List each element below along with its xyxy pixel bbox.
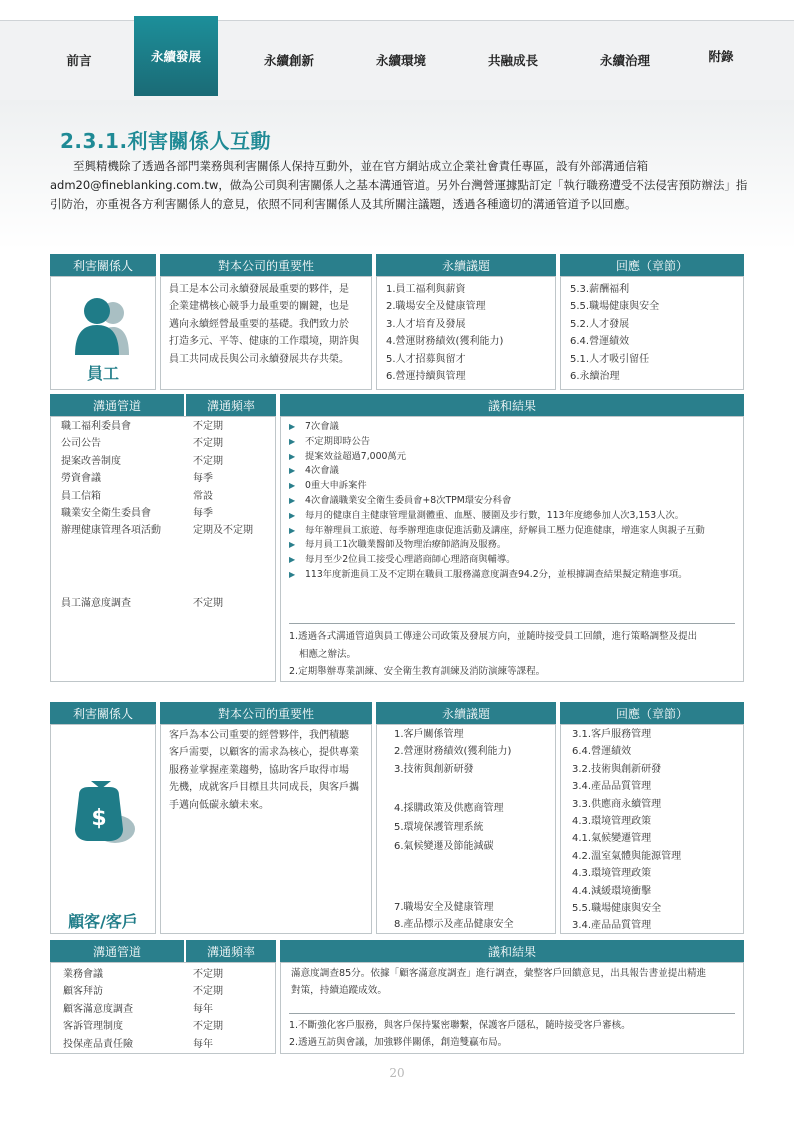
page-number: 20 [389,1066,405,1080]
header-results: 議和結果 [280,394,744,416]
customer-importance-text [169,727,359,814]
employee-results-cell [280,416,744,682]
header-stakeholder: 利害關係人 [50,254,156,276]
list-item: 定期及不定期 [193,525,253,537]
header-response: 回應（章節） [560,254,744,276]
header-topics: 永續議題 [376,254,556,276]
result-item: ▶ 4次會議 [289,464,739,478]
header-frequency-2: 溝通頻率 [186,940,276,962]
list-item: 6.永續治理 [570,371,620,383]
list-item: 常設 [193,490,213,502]
list-item: 5.人才招募與留才 [386,353,466,365]
header-channel: 溝通管道 [50,394,184,416]
customer-channel-cell [50,962,276,1054]
list-item: 每季 [193,508,213,520]
text-line: 員工共同成長與公司永續發展共存共榮。 [169,353,349,365]
list-item: 1.客戶關係管理 [394,729,464,740]
list-item: 投保產品責任險 [63,1038,133,1050]
list-item: 4.採購政策及供應商管理 [394,803,504,814]
text-line: 手邁向低碳永續未來。 [169,799,269,811]
result-item: ▶ 113年度新進員工及不定期在職員工服務滿意度調查94.2分，並根據調查結果擬定精進事項。 [289,568,739,582]
note-line: 2.定期舉辦專業訓練、安全衛生教育訓練及消防演練等課程。 [289,666,546,677]
money-bag-icon [51,773,157,853]
nav-tab-preface[interactable]: 前言 [66,53,92,68]
header-response-2: 回應（章節） [560,702,744,724]
employee-frequency-survey: 不定期 [193,598,223,609]
results-divider [289,623,735,624]
customer-frequency-list [193,966,223,1053]
list-item: 8.產品標示及產品健康安全 [394,919,514,931]
list-item: 職業安全衛生委員會 [61,508,151,520]
list-item: 不定期 [193,986,223,998]
text-line: 客戶為本公司重要的經營夥伴，我們積聽 [169,730,349,741]
list-item: 不定期 [193,421,223,432]
customer-label: 顧客/客戶 [68,912,138,931]
text-line: 滿意度調查85分。依據「顧客滿意度調查」進行調查，彙整客戶回饋意見，出具報告書並提出精進 [291,968,707,979]
employee-label: 員工 [86,364,119,383]
list-item: 4.3.環境管理政策 [572,816,652,828]
employee-channel-survey: 員工滿意度調查 [61,598,131,609]
list-item: 不定期 [193,455,223,467]
result-item: ▶ 每月至少2位員工接受心理諮商師心理諮商與輔導。 [289,553,739,567]
list-item: 員工信箱 [61,490,101,502]
header-importance: 對本公司的重要性 [160,254,372,276]
list-item: 7.職場安全及健康管理 [394,902,494,913]
employee-topics-list [386,281,503,385]
list-item: 3.4.產品品質管理 [572,781,652,793]
list-item: 6.4.營運績效 [570,336,630,348]
employee-topics-cell [376,276,556,390]
list-item: 職工福利委員會 [61,421,131,432]
text-line: 對策，持續追蹤成效。 [291,985,387,997]
list-item: 每年 [193,1003,213,1015]
header-stakeholder-2: 利害關係人 [50,702,156,724]
list-item: 5.3.薪酬福利 [570,284,630,295]
list-item: 6.4.營運績效 [572,746,632,758]
list-item: 3.2.技術與創新研發 [572,763,662,775]
nav-tab-inclusive-growth[interactable]: 共融成長 [487,53,538,68]
results-divider-2 [289,1013,735,1014]
list-item: 提案改善制度 [61,455,121,467]
list-item: 2.職場安全及健康管理 [386,301,486,313]
text-line: 先機，成就客戶目標且共同成長，與客戶攜 [169,782,359,794]
text-line: 邁向永續經營最重要的基礎。我們致力於 [169,318,349,330]
list-item: 4.1.氣候變遷管理 [572,833,652,845]
customer-topics-list-c [394,899,514,934]
nav-tab-governance[interactable]: 永續治理 [599,53,650,68]
result-item: ▶ 每月員工1次職業醫師及物理治療師諮詢及服務。 [289,538,739,552]
header-frequency: 溝通頻率 [186,394,276,416]
header-importance-2: 對本公司的重要性 [160,702,372,724]
list-item: 4.3.環境管理政策 [572,868,652,880]
header-results-2: 議和結果 [280,940,744,962]
list-item: 3.人才培育及發展 [386,318,466,330]
employee-importance-cell [160,276,372,390]
customer-results-cell [280,962,744,1054]
customer-channel-list [63,966,133,1053]
customer-topics-cell [376,724,556,934]
customer-results-text [291,965,706,1000]
employee-results-list [289,420,739,582]
list-item: 3.3.供應商永續管理 [572,798,662,810]
result-item: ▶ 0重大申訴案件 [289,479,739,493]
note-line: 2.透過互訪與會議，加強夥伴關係，創造雙贏布局。 [289,1037,508,1049]
list-item: 辦理健康管理各項活動 [61,525,161,537]
result-item: ▶ 提案效益超過7,000萬元 [289,450,739,464]
list-item: 1.員工福利與薪資 [386,284,466,295]
list-item: 3.4.產品品質管理 [572,920,652,932]
customer-stakeholder-cell [50,724,156,934]
employee-response-cell [560,276,744,390]
text-line: 打造多元、平等、健康的工作環境，期許與 [169,336,359,348]
text-line: 客戶需要，以顧客的需求為核心，提供專業 [169,747,359,759]
list-item: 每年 [193,1038,213,1050]
employee-channel-cell [50,416,276,682]
employee-channel-list [61,418,161,540]
list-item: 5.1.人才吸引留任 [570,353,650,365]
list-item: 不定期 [193,969,223,980]
employee-response-list [570,281,659,385]
note-line: 相應之辦法。 [299,648,357,660]
employee-importance-text [169,281,359,368]
list-item: 顧客滿意度調查 [63,1003,133,1015]
list-item: 每季 [193,473,213,485]
note-line: 1.不斷強化客戶服務，與客戶保持緊密聯繫，保護客戶隱私，隨時接受客戶審核。 [289,1020,631,1031]
customer-topics-list-b [394,799,504,856]
list-item: 3.1.客戶服務管理 [572,729,652,740]
text-line: 服務並掌握產業趨勢，協助客戶取得市場 [169,764,349,776]
nav-tab-environment[interactable]: 永續環境 [375,53,426,68]
nav-tab-sustainability[interactable]: 永續發展 [134,16,218,96]
employee-stakeholder-cell [50,276,156,390]
list-item: 顧客拜訪 [63,986,103,998]
list-item: 4.營運財務績效(獲利能力) [386,336,504,348]
customer-topics-list-a [394,726,511,778]
list-item: 2.營運財務績效(獲利能力) [394,746,512,758]
list-item: 業務會議 [63,969,103,980]
customer-importance-cell [160,724,372,934]
note-line: 1.透過各式溝通管道與員工傳達公司政策及發展方向，並隨時接受員工回饋，進行策略調整及提出 [289,631,698,642]
nav-tab-innovation[interactable]: 永續創新 [263,53,314,68]
list-item: 5.5.職場健康與安全 [572,903,662,915]
list-item: 6.營運持續與管理 [386,371,466,383]
result-item: ▶ 每月的健康自主健康管理量測體重、血壓、腰圍及步行數，113年度總參加人次3,153人次。 [289,509,739,523]
list-item: 5.環境保護管理系統 [394,822,484,833]
result-item: ▶ 4次會議職業安全衛生委員會+8次TPM環安分科會 [289,494,739,508]
list-item: 3.技術與創新研發 [394,763,474,775]
list-item: 勞資會議 [61,473,101,485]
result-item: ▶ 7次會議 [289,420,739,434]
list-item: 5.2.人才發展 [570,318,630,330]
list-item: 5.5.職場健康與安全 [570,301,660,313]
list-item: 不定期 [193,1021,223,1033]
header-channel-2: 溝通管道 [50,940,184,962]
list-item: 4.4.減緩環境衝擊 [572,885,652,897]
result-item: ▶ 不定期即時公告 [289,435,739,449]
text-line: 企業建構核心競爭力最重要的關鍵，也是 [169,301,349,313]
nav-tab-appendix[interactable]: 附錄 [708,49,734,64]
employee-notes [289,628,697,681]
list-item: 4.2.溫室氣體與能源管理 [572,850,682,862]
result-item: ▶ 每年辦理員工旅遊、每季辦理進康促進活動及講座，紓解員工壓力促進健康，增進家人與親子互動 [289,524,739,538]
customer-response-list [572,726,681,935]
list-item: 公司公告 [61,438,101,450]
employee-frequency-list [193,418,253,540]
list-item: 6.氣候變遷及節能減碳 [394,841,494,852]
customer-notes [289,1017,631,1052]
list-item: 不定期 [193,438,223,450]
list-item: 客訴管理制度 [63,1021,123,1033]
text-line: 員工是本公司永續發展最重要的夥伴，是 [169,284,349,295]
header-topics-2: 永續議題 [376,702,556,724]
people-icon [51,283,157,363]
customer-response-cell [560,724,744,934]
section-title: 2.3.1.利害關係人互動 [60,129,272,153]
svg-text:$: $ [91,806,107,831]
intro-paragraph: 至興精機除了透過各部門業務與利害關係人保持互動外，並在官方網站成立企業社會責任專區，設有外部溝通信箱adm20@fineblanking.com.tw，做為公司與利害關係人之基本溝通管道。另外台灣營運據點訂定「執行職務遭受不法侵害預防辦法」指引防治，亦重視各方利害關係人的意見，依照不同利害關係人及其所關注議題，透過各種適切的溝通管道予以回應。 [50,159,748,211]
chapter-nav [0,20,794,100]
